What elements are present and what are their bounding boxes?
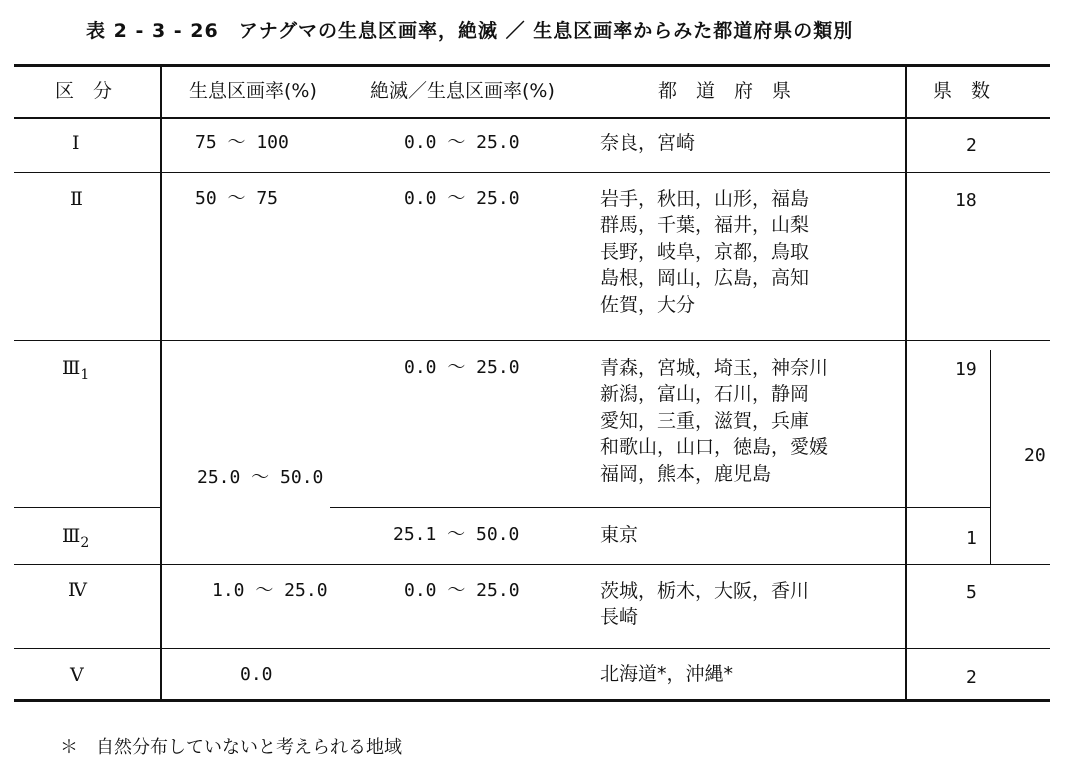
prefecture-count: 2 [966, 135, 977, 156]
row-rule-1 [14, 172, 1050, 173]
row-rule-2 [14, 340, 1050, 341]
extinct-ratio: 0.0 ～ 25.0 [404, 188, 520, 209]
row-rule-3b [330, 507, 990, 508]
class-label-main: Ⅲ [62, 525, 81, 547]
count-divider [905, 64, 907, 702]
top-rule [14, 64, 1050, 67]
prefecture-list: 茨城，栃木，大阪，香川 長崎 [600, 580, 810, 629]
habitat-rate: 1.0 ～ 25.0 [212, 580, 328, 601]
habitat-rate: 75 ～ 100 [195, 132, 289, 153]
prefecture-count: 2 [966, 667, 977, 688]
group-divider [990, 350, 991, 564]
header-count: 県 数 [933, 80, 991, 102]
prefecture-count: 18 [955, 190, 977, 211]
header-habitat-rate: 生息区画率(%) [189, 80, 317, 102]
header-class: 区 分 [55, 80, 113, 102]
habitat-rate: 25.0 ～ 50.0 [197, 467, 324, 488]
bottom-rule [14, 699, 1050, 702]
extinct-ratio: 0.0 ～ 25.0 [404, 132, 520, 153]
prefecture-list: 東京 [600, 524, 639, 546]
prefecture-count: 5 [966, 582, 977, 603]
header-prefectures: 都 道 府 県 [658, 80, 792, 102]
row-rule-3a [14, 507, 160, 508]
prefecture-list: 岩手，秋田，山形，福島 群馬，千葉，福井，山梨 長野，岐阜，京都，鳥取 島根，岡山，広島，高知 佐賀，大分 [600, 188, 810, 316]
prefecture-list: 北海道*，沖縄* [600, 663, 734, 685]
class-label-main: Ⅲ [62, 357, 81, 379]
footnote: ＊ 自然分布していないと考えられる地域 [60, 737, 402, 758]
habitat-rate: 0.0 [240, 664, 273, 685]
extinct-ratio: 25.1 ～ 50.0 [393, 524, 520, 545]
class-label [62, 355, 89, 388]
class-label-sub: 2 [80, 534, 90, 551]
row-rule-5 [14, 648, 1050, 649]
row-rule-4 [14, 564, 1050, 565]
prefecture-count: 19 [955, 359, 977, 380]
class-label: Ⅱ [70, 188, 83, 210]
class-label: Ⅰ [72, 132, 80, 154]
class-divider [160, 64, 162, 702]
header-rule [14, 117, 1050, 119]
class-label [62, 523, 89, 556]
extinct-ratio: 0.0 ～ 25.0 [404, 580, 520, 601]
prefecture-count: 1 [966, 528, 977, 549]
prefecture-list: 奈良，宮崎 [600, 132, 696, 154]
class-label: Ⅴ [70, 664, 84, 686]
habitat-rate: 50 ～ 75 [195, 188, 279, 209]
header-extinct-ratio: 絶滅／生息区画率(%) [370, 80, 555, 102]
class-label-sub: 1 [80, 366, 90, 383]
group-count: 20 [1024, 445, 1046, 466]
extinct-ratio: 0.0 ～ 25.0 [404, 357, 520, 378]
prefecture-list: 青森，宮城，埼玉，神奈川 新潟，富山，石川，静岡 愛知，三重，滋賀，兵庫 和歌山，山口，徳島，愛媛 福岡，熊本，鹿児島 [600, 357, 829, 485]
class-label: Ⅳ [68, 579, 87, 601]
table-title: 表 2 - 3 - 26 アナグマの生息区画率，絶滅 ／ 生息区画率からみた都道府県の類別 [86, 20, 854, 42]
